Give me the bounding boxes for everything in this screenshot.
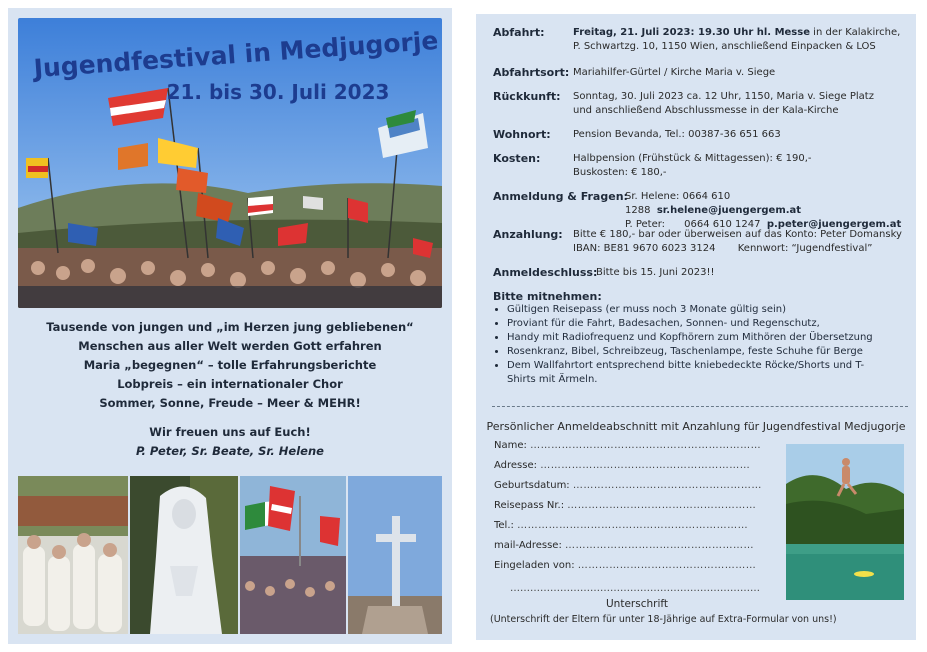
form-title: Persönlicher Anmeldeabschnitt mit Anzahlung für Jugendfestival Medjugorje	[486, 420, 906, 433]
poster-dates: 21. bis 30. Juli 2023	[166, 80, 390, 104]
form-field-email[interactable]: mail-Adresse: ………………………………………………	[494, 540, 754, 551]
form-field-invited-by[interactable]: Eingeladen von: ……………………………………………	[494, 560, 757, 571]
departure-address: P. Schwartzg. 10, 1150 Wien, anschließend Einpacken & LOS	[573, 41, 876, 52]
email-sr-helene[interactable]: sr.helene@juengergem.at	[656, 205, 802, 216]
deadline-label: Anmeldeschluss:	[493, 266, 598, 279]
festival-hero-photo	[18, 18, 442, 308]
departure-label: Abfahrt:	[493, 26, 545, 39]
form-field-name[interactable]: Name: …………………………………………………………	[494, 440, 762, 451]
costs-line: Halbpension (Frühstück & Mittagessen): € 190,-	[573, 153, 812, 164]
bring-section	[493, 290, 908, 400]
signers-line: P. Peter, Sr. Beate, Sr. Helene	[136, 444, 324, 458]
deposit-row	[493, 228, 908, 260]
costs-row	[493, 152, 908, 184]
contact-sr-helene: Sr. Helene: 0664 610 1288	[625, 191, 731, 216]
return-line: und anschließend Abschlussmesse in der Kala-Kirche	[573, 105, 839, 116]
form-field-phone[interactable]: Tel.: …………………………………………………………	[494, 520, 749, 531]
priests-photo	[18, 476, 128, 634]
deposit-line: Bitte € 180,- bar oder überweisen auf das Konto: Peter Domansky	[573, 229, 902, 240]
signature-line[interactable]: …………………………………………………………………	[510, 583, 760, 594]
form-field-birthdate[interactable]: Geburtsdatum: ………………………………………………	[494, 480, 762, 491]
departure-date: Freitag, 21. Juli 2023: 19.30 Uhr hl. Messe	[573, 27, 810, 38]
cut-line-divider	[492, 406, 908, 407]
bring-item: • Dem Wallfahrtort entsprechend bitte kniebedeckte Röcke/Shorts und T-Shirts mit Ärmeln.	[507, 359, 908, 387]
bring-item: • Gültigen Reisepass (er muss noch 3 Monate gültig sein)	[507, 303, 908, 317]
return-value	[573, 90, 908, 118]
form-field-address[interactable]: Adresse: ……………………………………………………	[494, 460, 751, 471]
poster-title: Jugendfestival in Medjugorje	[32, 25, 440, 84]
bring-list	[493, 303, 908, 387]
departure-place-label: Abfahrtsort:	[493, 66, 570, 79]
departure-location: in der Kalakirche,	[810, 27, 901, 38]
poster-line: Sommer, Sonne, Freude – Meer & MEHR!	[99, 396, 361, 410]
deadline-value: Bitte bis 15. Juni 2023!!	[596, 267, 715, 278]
info-panel	[476, 14, 916, 640]
bring-item: • Proviant für die Fahrt, Badesachen, Sonnen- und Regenschutz,	[507, 317, 908, 331]
poster-line: Menschen aus aller Welt werden Gott erfahren	[78, 339, 382, 353]
costs-value	[573, 152, 908, 180]
bring-item: • Handy mit Radiofrequenz und Kopfhörern zum Mithören der Übersetzung	[507, 331, 908, 345]
deposit-value	[573, 228, 908, 256]
deposit-keyword: Kennwort: “Jugendfestival”	[737, 243, 873, 254]
flags-crowd-photo	[240, 476, 346, 634]
poster-line: Maria „begegnen“ – tolle Erfahrungsberichte	[83, 358, 377, 372]
cross-hill-photo	[348, 476, 442, 634]
accommodation-row	[493, 128, 908, 144]
departure-value	[573, 26, 908, 54]
departure-row	[493, 26, 908, 58]
registration-contacts	[625, 190, 908, 232]
photo-gallery	[18, 476, 442, 634]
return-row	[493, 90, 908, 122]
departure-place-row	[493, 66, 908, 82]
email-p-peter[interactable]: p.peter@juengergem.at	[766, 219, 902, 230]
poster-line: Lobpreis – ein internationaler Chor	[117, 377, 343, 391]
signature-label: Unterschrift	[606, 598, 668, 610]
cliff-jump-photo	[786, 444, 904, 600]
poster-panel	[8, 8, 452, 644]
parent-signature-note: (Unterschrift der Eltern für unter 18-Jährige auf Extra-Formular von uns!)	[490, 614, 837, 625]
contact-p-peter: P. Peter:	[625, 219, 666, 230]
deposit-iban: IBAN: BE81 9670 6023 3124	[573, 243, 716, 254]
costs-line: Buskosten: € 180,-	[573, 167, 667, 178]
return-label: Rückkunft:	[493, 90, 561, 103]
phone-p-peter: 0664 610 1247	[684, 219, 761, 230]
poster-description	[18, 318, 442, 461]
deadline-row	[493, 266, 908, 282]
mary-statue-photo	[130, 476, 238, 634]
poster-line: Tausende von jungen und „im Herzen jung gebliebenen“	[46, 320, 414, 334]
bring-label: Bitte mitnehmen:	[493, 290, 602, 303]
welcome-line: Wir freuen uns auf Euch!	[149, 425, 311, 439]
return-line: Sonntag, 30. Juli 2023 ca. 12 Uhr, 1150, Maria v. Siege Platz	[573, 91, 874, 102]
accommodation-label: Wohnort:	[493, 128, 551, 141]
departure-place-value: Mariahilfer-Gürtel / Kirche Maria v. Siege	[573, 67, 776, 78]
bring-item: • Rosenkranz, Bibel, Schreibzeug, Taschenlampe, feste Schuhe für Berge	[507, 345, 908, 359]
costs-label: Kosten:	[493, 152, 541, 165]
deposit-label: Anzahlung:	[493, 228, 563, 241]
accommodation-value: Pension Bevanda, Tel.: 00387-36 651 663	[573, 129, 781, 140]
registration-row	[493, 190, 908, 230]
form-field-passport[interactable]: Reisepass Nr.: ………………………………………………	[494, 500, 757, 511]
registration-label: Anmeldung & Fragen:	[493, 190, 628, 203]
